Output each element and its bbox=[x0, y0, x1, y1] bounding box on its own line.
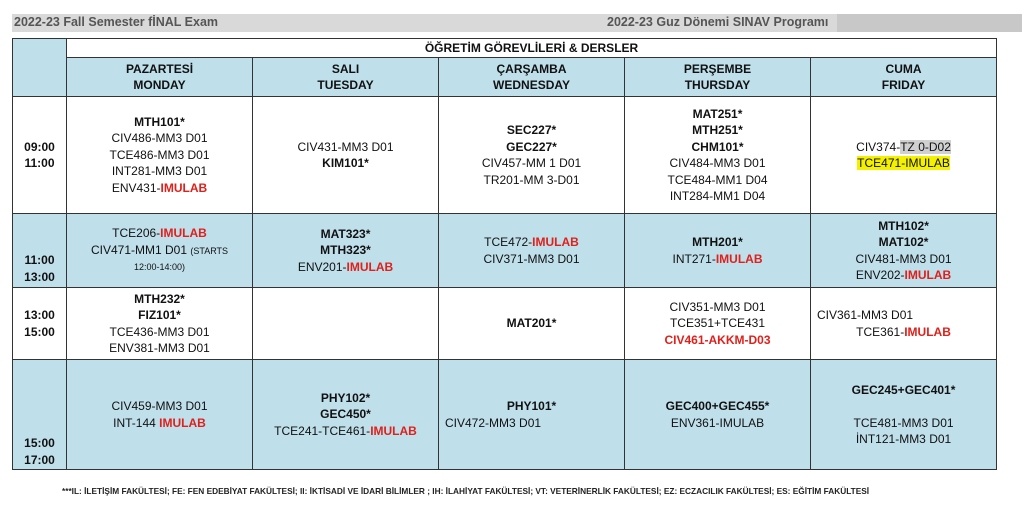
time-slot-0900: 09:00 11:00 bbox=[13, 97, 67, 214]
top-title-bar bbox=[12, 14, 1022, 32]
cell-wed-0900: SEC227* GEC227* CIV457-MM 1 D01 TR201-MM 3-D01 bbox=[439, 97, 625, 214]
day-header-thursday: PERŞEMBE THURSDAY bbox=[625, 58, 811, 97]
cell-mon-1500: CIV459-MM3 D01 INT-144 IMULAB bbox=[67, 360, 253, 470]
day-header-friday: CUMA FRIDAY bbox=[811, 58, 997, 97]
cell-thu-1300: CIV351-MM3 D01 TCE351+TCE431 CIV461-AKKM-D03 bbox=[625, 288, 811, 360]
cell-mon-0900: MTH101* CIV486-MM3 D01 TCE486-MM3 D01 INT281-MM3 D01 ENV431-IMULAB bbox=[67, 97, 253, 214]
grey-highlight: TZ 0-D02 bbox=[900, 139, 951, 154]
corner-cell bbox=[13, 39, 67, 97]
cell-thu-0900: MAT251* MTH251* CHM101* CIV484-MM3 D01 TCE484-MM1 D04 INT284-MM1 D04 bbox=[625, 97, 811, 214]
table-title: ÖĞRETİM GÖREVLİLERİ & DERSLER bbox=[67, 39, 997, 58]
cell-tue-0900: CIV431-MM3 D01 KIM101* bbox=[253, 97, 439, 214]
cell-tue-1300 bbox=[253, 288, 439, 360]
cell-tue-1100: MAT323* MTH323* ENV201-IMULAB bbox=[253, 214, 439, 288]
cell-thu-1500: GEC400+GEC455* ENV361-IMULAB bbox=[625, 360, 811, 470]
time-slot-1300: 13:00 15:00 bbox=[13, 288, 67, 360]
cell-tue-1500: PHY102* GEC450* TCE241-TCE461-IMULAB bbox=[253, 360, 439, 470]
cell-wed-1300: MAT201* bbox=[439, 288, 625, 360]
cell-fri-1100: MTH102* MAT102* CIV481-MM3 D01 ENV202-IMULAB bbox=[811, 214, 997, 288]
cell-fri-0900: CIV374-TZ 0-D02 TCE471-IMULAB bbox=[811, 97, 997, 214]
day-header-tuesday: SALI TUESDAY bbox=[253, 58, 439, 97]
cell-fri-1300: CIV361-MM3 D01 TCE361-IMULAB bbox=[811, 288, 997, 360]
time-slot-1100: 11:00 13:00 bbox=[13, 214, 67, 288]
exam-schedule-table bbox=[12, 38, 997, 470]
time-slot-1500: 15:00 17:00 bbox=[13, 360, 67, 470]
cell-wed-1500: PHY101* CIV472-MM3 D01 bbox=[439, 360, 625, 470]
cell-mon-1300: MTH232* FIZ101* TCE436-MM3 D01 ENV381-MM3 D01 bbox=[67, 288, 253, 360]
cell-mon-1100: TCE206-IMULAB CIV471-MM1 D01 (STARTS 12:00-14:00) bbox=[67, 214, 253, 288]
cell-thu-1100: MTH201* INT271-IMULAB bbox=[625, 214, 811, 288]
turkish-title: 2022-23 Guz Dönemi SINAV Programı bbox=[607, 15, 829, 29]
cell-wed-1100: TCE472-IMULAB CIV371-MM3 D01 bbox=[439, 214, 625, 288]
cell-fri-1500: GEC245+GEC401* TCE481-MM3 D01 İNT121-MM3 D01 bbox=[811, 360, 997, 470]
english-title: 2022-23 Fall Semester fİNAL Exam bbox=[14, 15, 219, 29]
title-bar-shade bbox=[837, 14, 1022, 32]
faculty-abbreviation-footnote: ***IL: İLETİŞİM FAKÜLTESİ; FE: FEN EDEBİYAT FAKÜLTESİ; II: İKTİSADİ VE İDARİ BİLİMLER ; IH: İLAHİYAT FAKÜLTESİ; VT: VETERİNERLİK FAKÜLTESİ; EZ: ECZACILIK FAKÜLTESİ; ES: EĞİTİM FAKÜLTESİ bbox=[62, 486, 870, 496]
day-header-wednesday: ÇARŞAMBA WEDNESDAY bbox=[439, 58, 625, 97]
day-header-monday: PAZARTESİ MONDAY bbox=[67, 58, 253, 97]
yellow-highlight: TCE471-IMULAB bbox=[857, 156, 950, 170]
